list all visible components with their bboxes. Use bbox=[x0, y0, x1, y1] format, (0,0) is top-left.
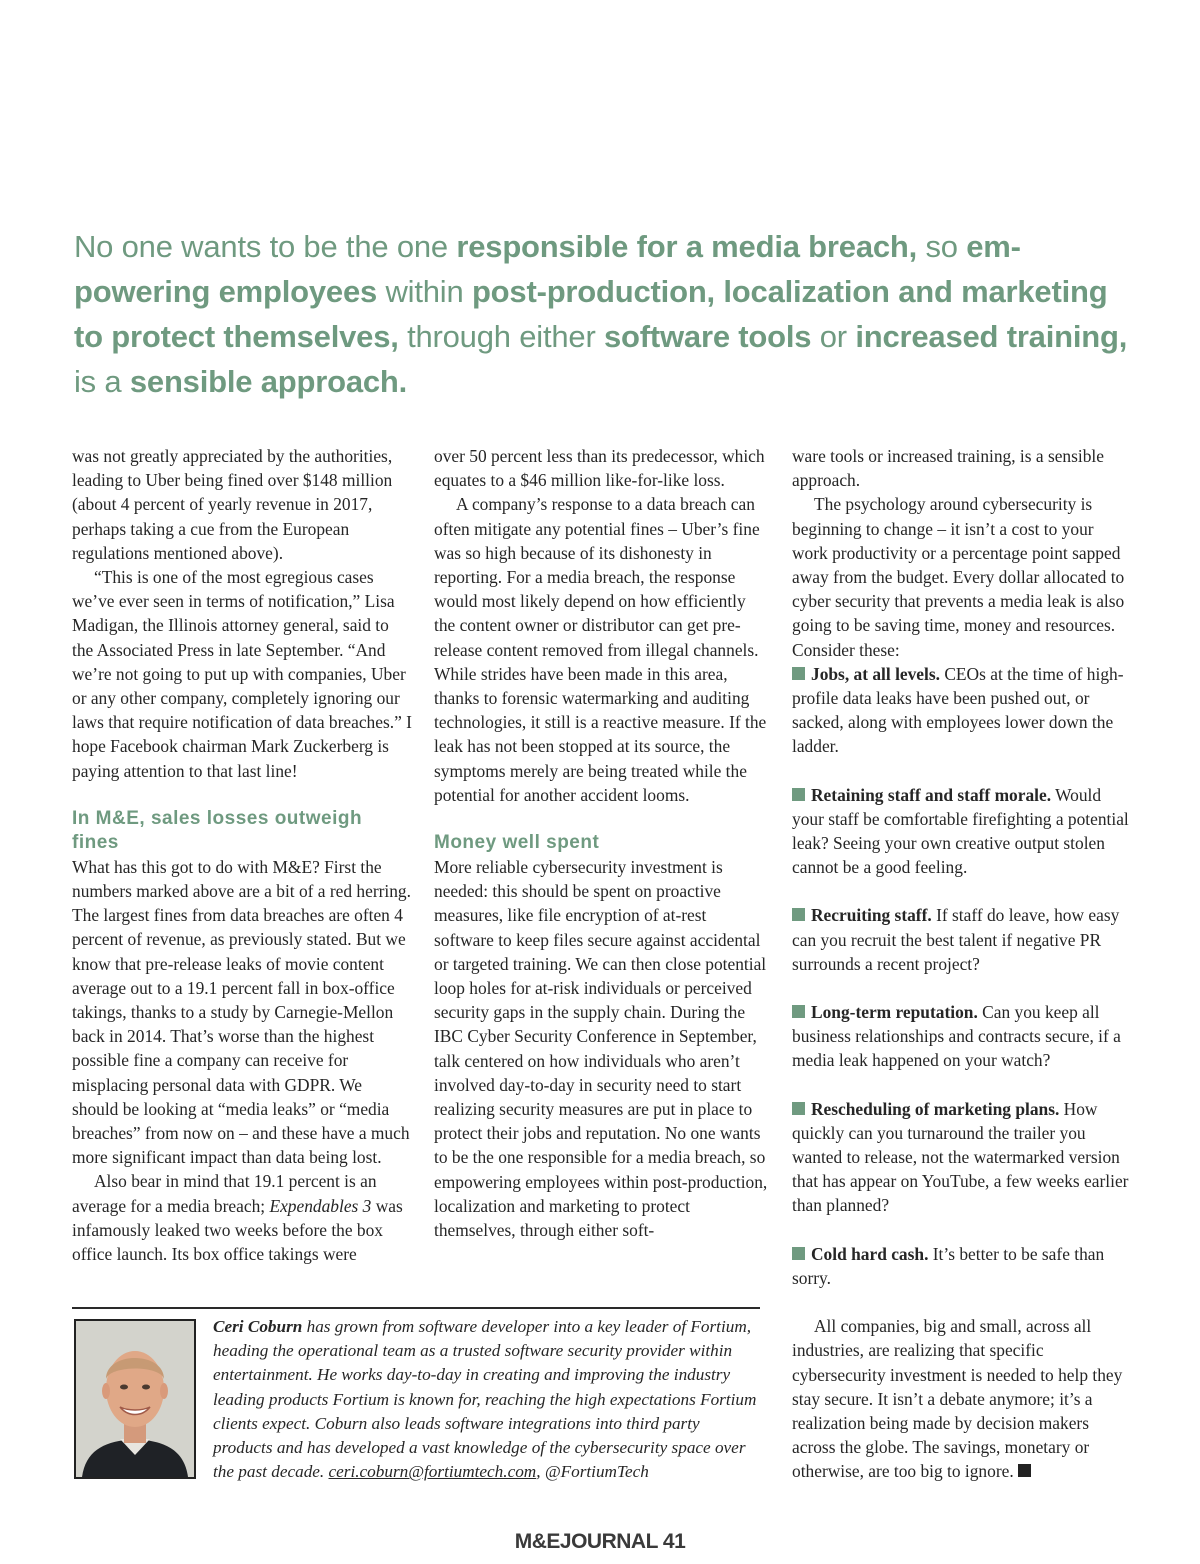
list-item-lead: Jobs, at all levels. bbox=[811, 663, 940, 684]
end-mark-icon bbox=[1018, 1464, 1031, 1477]
paragraph: was not greatly appreciated by the authorities, leading to Uber being fined over $148 million (about 4 percent of yearly revenue in 2017, perhaps taking a cue from the European regulations mentioned above). bbox=[72, 446, 393, 563]
pullquote-part: sensible approach. bbox=[129, 364, 408, 399]
paragraph: The psychology around cybersecurity is beginning to change – it isn’t a cost to your work productivity or a percentage point sapped away from the budget. Every dollar allocated to cyber security that prevents a media leak is also going to be saving time, money and resources. Consider these: bbox=[792, 494, 1125, 660]
section-heading: In M&E, sales losses outweigh fines bbox=[72, 807, 363, 853]
paragraph-text: was infamously leaked two weeks before the box office launch. Its box office takings were bbox=[72, 1195, 403, 1265]
author-bio bbox=[213, 1315, 763, 1484]
list-item-lead: Retaining staff and staff morale. bbox=[811, 784, 1052, 805]
paragraph: “This is one of the most egregious cases we’ve ever seen in terms of notification,” Lisa Madigan, the Illinois attorney general, said to the Associated Press in late September. “And we’re not going to put up with companies, Uber or any other company, completely ignoring our laws that require notification of data breaches.” I hope Facebook chairman Mark Zuckerberg is paying attention to that last line! bbox=[72, 567, 412, 781]
pullquote-part: within bbox=[377, 274, 472, 309]
paragraph: over 50 percent less than its predecessor, which equates to a $46 million like-for-like loss. bbox=[434, 446, 765, 491]
bio-divider bbox=[72, 1307, 760, 1309]
list-item-lead: Recruiting staff. bbox=[811, 905, 932, 926]
list-item bbox=[792, 1097, 1132, 1218]
square-bullet-icon bbox=[792, 667, 805, 680]
list-item-lead: Cold hard cash. bbox=[811, 1243, 929, 1264]
list-item bbox=[792, 1242, 1132, 1290]
list-item-text: How quickly can you turnaround the trailer you wanted to release, not the watermarked version that has appear on YouTube, a few weeks earlier than planned? bbox=[792, 1098, 1129, 1216]
list-item-text: If staff do leave, how easy can you recruit the best talent if negative PR surrounds a recent project? bbox=[792, 905, 1120, 974]
pullquote-part: responsible for a media breach, bbox=[456, 229, 918, 264]
section-heading: Money well spent bbox=[434, 832, 600, 854]
pullquote-part: is a bbox=[74, 364, 130, 399]
paragraph: What has this got to do with M&E? First the numbers marked above are a bit of a red herring. The largest fines from data breaches are often 4 percent of revenue, as previously stated. But we know that pre-release leaks of movie content average out to a 19.1 percent fall in box-office takings, thanks to a study by Carnegie-Mellon back in 2014. That’s worse than the highest possible fine a company can receive for misplacing personal data with GDPR. We should be looking at “media leaks” or “media breaches” from now on – and these have a much more significant impact than data being lost. bbox=[72, 856, 411, 1168]
paragraph-text: All companies, big and small, across all industries, are realizing that specific cybersecurity investment is needed to help they stay secure. It isn’t a debate anymore; it’s a realization being made by decision makers across the globe. The savings, monetary or otherwise, are too big to ignore. bbox=[792, 1316, 1123, 1482]
pullquote-part: so bbox=[917, 229, 967, 264]
paragraph bbox=[72, 1169, 412, 1266]
list-item bbox=[792, 1000, 1132, 1073]
author-handle: , @FortiumTech bbox=[536, 1462, 649, 1482]
pullquote-part: em-powering employees bbox=[74, 229, 1021, 309]
square-bullet-icon bbox=[792, 1102, 805, 1115]
paragraph-text: Also bear in mind that 19.1 percent is an average for a media breach; bbox=[72, 1171, 377, 1216]
journal-name: M&EJOURNAL bbox=[514, 1530, 658, 1553]
paragraph: ware tools or increased training, is a sensible approach. bbox=[792, 446, 1104, 491]
pullquote-part: No one wants to be the one bbox=[74, 229, 457, 264]
list-item-text: CEOs at the time of high-profile data leaks have been pushed out, or sacked, along with employees lower down the ladder. bbox=[792, 663, 1124, 757]
article-column-3 bbox=[792, 444, 1132, 1484]
square-bullet-icon bbox=[792, 1247, 805, 1260]
list-item-text: It’s better to be safe than sorry. bbox=[792, 1243, 1105, 1288]
pullquote-part: increased training, bbox=[855, 319, 1128, 354]
square-bullet-icon bbox=[792, 788, 805, 801]
square-bullet-icon bbox=[792, 908, 805, 921]
author-photo bbox=[74, 1319, 196, 1479]
list-item bbox=[792, 662, 1132, 759]
author-portrait-icon bbox=[76, 1321, 194, 1477]
bio-text: has grown from software developer into a key leader of Fortium, heading the operational team as a trusted software security provider within entertainment. He works day-to-day in creating and improving the industry leading products Fortium is known for, reaching the high expectations Fortium clients expect. Coburn also leads software integrations into third party products and has developed a vast knowledge of the cybersecurity space over the past decade. bbox=[213, 1317, 757, 1482]
list-item bbox=[792, 903, 1132, 976]
list-item-text: Would your staff be comfortable firefighting a potential leak? Seeing your own creative output stolen cannot be a good feeling. bbox=[792, 784, 1129, 878]
author-name: Ceri Coburn bbox=[213, 1317, 303, 1336]
list-item-text: Can you keep all business relationships and contracts secure, if a media leak happened on your watch? bbox=[792, 1002, 1121, 1071]
list-item-lead: Rescheduling of marketing plans. bbox=[811, 1098, 1060, 1119]
paragraph: More reliable cybersecurity investment is needed: this should be spent on proactive measures, like file encryption of at-rest software to keep files secure against accidental or targeted training. We can then close potential loop holes for at-risk individuals or perceived security gaps in the supply chain. During the IBC Cyber Security Conference in September, talk centered on how individuals who aren’t involved day-to-day in security need to start realizing security measures are put in place to protect their jobs and reputation. No one wants to be the one responsible for a media breach, so empowering employees within post-production, localization and marketing to protect themselves, through either soft- bbox=[434, 857, 768, 1241]
pull-quote bbox=[74, 224, 1134, 404]
article-column-1 bbox=[72, 444, 412, 1266]
author-email-link[interactable]: ceri.coburn@fortiumtech.com bbox=[328, 1462, 537, 1482]
page-footer bbox=[0, 1530, 1200, 1554]
page-number: 41 bbox=[662, 1530, 686, 1553]
film-title: Expendables 3 bbox=[269, 1195, 372, 1216]
paragraph: A company’s response to a data breach can often mitigate any potential fines – Uber’s fine was so high because of its dishonesty in reporting. For a media breach, the response would most likely depend on how efficiently the content owner or distributor can get pre-release content removed from illegal channels. While strides have been made in this area, thanks to forensic watermarking and auditing technologies, it still is a reactive measure. If the leak has not been stopped at its source, the symptoms merely are being treated while the potential for another accident looms. bbox=[434, 494, 767, 805]
pullquote-part: post-production, localization and marketing to protect themselves, bbox=[74, 274, 1108, 354]
square-bullet-icon bbox=[792, 1005, 805, 1018]
list-item-lead: Long-term reputation. bbox=[811, 1002, 978, 1023]
closing-paragraph bbox=[792, 1314, 1132, 1483]
list-item bbox=[792, 783, 1132, 880]
pullquote-part: through either bbox=[398, 319, 604, 354]
pullquote-part: or bbox=[811, 319, 856, 354]
pullquote-part: software tools bbox=[603, 319, 812, 354]
article-column-2 bbox=[434, 444, 770, 1242]
